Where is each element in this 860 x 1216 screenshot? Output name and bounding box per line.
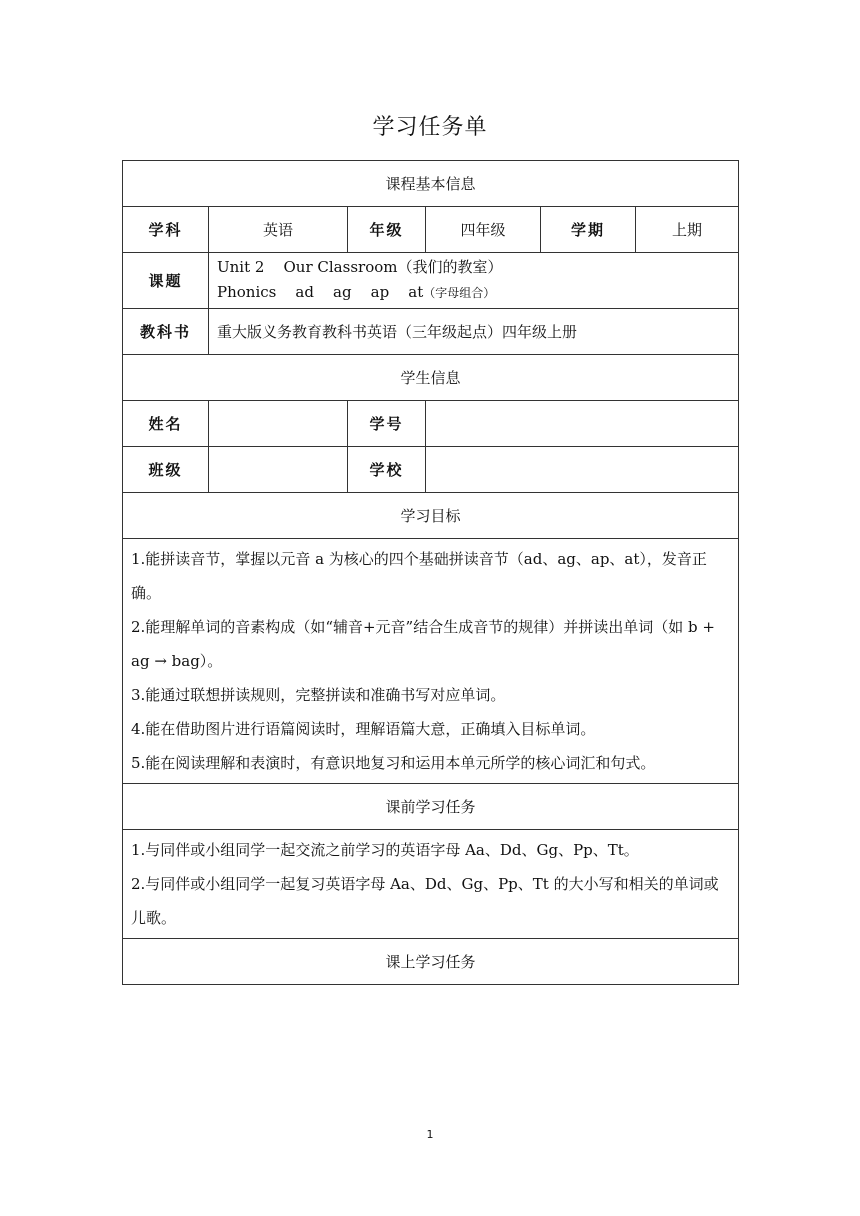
objective-item: 1.能拼读音节，掌握以元音 a 为核心的四个基础拼读音节（ad、ag、ap、at），发音正确。 xyxy=(131,550,707,602)
topic-line-1: Unit 2 Our Classroom（我们的教室） xyxy=(217,258,503,276)
topic-row xyxy=(123,253,739,309)
pre-class-item: 1.与同伴或小组同学一起交流之前学习的英语字母 Aa、Dd、Gg、Pp、Tt。 xyxy=(131,841,639,859)
objective-item: 3.能通过联想拼读规则，完整拼读和准确书写对应单词。 xyxy=(131,686,506,704)
page-number: 1 xyxy=(426,1128,434,1141)
name-row xyxy=(123,401,739,447)
pre-class-item: 2.与同伴或小组同学一起复习英语字母 Aa、Dd、Gg、Pp、Tt 的大小写和相关的单词或儿歌。 xyxy=(131,875,719,927)
objective-item: 4.能在借助图片进行语篇阅读时，理解语篇大意，正确填入目标单词。 xyxy=(131,720,596,738)
in-class-header: 课上学习任务 xyxy=(123,939,739,985)
student-id-label: 学号 xyxy=(348,401,426,447)
topic-phonics: Phonics ad ag ap at xyxy=(217,283,424,301)
subject-label: 学科 xyxy=(123,207,209,253)
name-field[interactable] xyxy=(209,401,348,447)
grade-label: 年级 xyxy=(348,207,426,253)
textbook-label: 教科书 xyxy=(123,309,209,355)
task-sheet-table xyxy=(122,160,739,985)
grade-value: 四年级 xyxy=(426,207,541,253)
student-id-field[interactable] xyxy=(426,401,739,447)
objective-item: 5.能在阅读理解和表演时，有意识地复习和运用本单元所学的核心词汇和句式。 xyxy=(131,754,656,772)
subject-row xyxy=(123,207,739,253)
class-label: 班级 xyxy=(123,447,209,493)
topic-line-2 xyxy=(217,280,738,306)
term-label: 学期 xyxy=(541,207,636,253)
textbook-value: 重大版义务教育教科书英语（三年级起点）四年级上册 xyxy=(209,309,739,355)
objectives-list xyxy=(123,539,739,784)
topic-label: 课题 xyxy=(123,253,209,309)
school-label: 学校 xyxy=(348,447,426,493)
page-title: 学习任务单 xyxy=(372,115,488,140)
term-value: 上期 xyxy=(636,207,739,253)
pre-class-header: 课前学习任务 xyxy=(123,784,739,830)
pre-class-list xyxy=(123,830,739,939)
school-field[interactable] xyxy=(426,447,739,493)
student-info-header: 学生信息 xyxy=(123,355,739,401)
class-field[interactable] xyxy=(209,447,348,493)
subject-value: 英语 xyxy=(209,207,348,253)
topic-value xyxy=(209,253,739,309)
objectives-header: 学习目标 xyxy=(123,493,739,539)
textbook-row xyxy=(123,309,739,355)
class-row xyxy=(123,447,739,493)
objective-item: 2.能理解单词的音素构成（如“辅音+元音”结合生成音节的规律）并拼读出单词（如 b + ag → bag）。 xyxy=(131,618,715,670)
topic-note: （字母组合） xyxy=(423,286,496,300)
name-label: 姓名 xyxy=(123,401,209,447)
course-info-header: 课程基本信息 xyxy=(123,161,739,207)
